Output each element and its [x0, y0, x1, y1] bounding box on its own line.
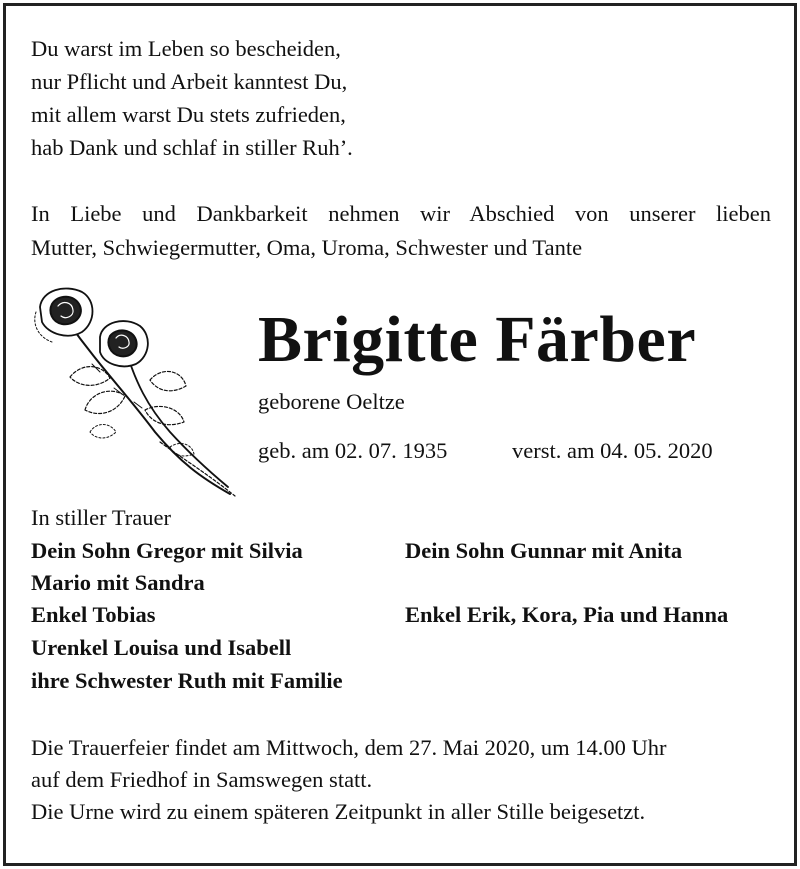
mourner-left-4: Urenkel Louisa und Isabell — [31, 635, 292, 660]
mourner-left-2: Mario mit Sandra — [31, 570, 205, 595]
intro-line-1: In Liebe und Dankbarkeit nehmen wir Abschied von unserer lieben — [31, 201, 771, 226]
mourner-left-1: Dein Sohn Gregor mit Silvia — [31, 538, 303, 563]
mourner-left-5: ihre Schwester Ruth mit Familie — [31, 668, 343, 693]
death-date: verst. am 04. 05. 2020 — [512, 438, 713, 463]
maiden-name: geborene Oeltze — [258, 389, 405, 414]
mourner-right-1: Dein Sohn Gunnar mit Anita — [405, 538, 683, 563]
birth-date: geb. am 02. 07. 1935 — [258, 438, 448, 463]
poem-line-1: Du warst im Leben so bescheiden, — [31, 36, 341, 61]
mourner-right-2: Enkel Erik, Kora, Pia und Hanna — [405, 602, 729, 627]
intro-line-2: Mutter, Schwiegermutter, Oma, Uroma, Schwester und Tante — [31, 235, 583, 260]
mourner-left-3: Enkel Tobias — [31, 602, 156, 627]
poem-line-4: hab Dank und schlaf in stiller Ruh’. — [31, 135, 353, 160]
mourners-heading: In stiller Trauer — [31, 505, 171, 530]
funeral-line-1: Die Trauerfeier findet am Mittwoch, dem 27. Mai 2020, um 14.00 Uhr — [31, 735, 667, 760]
funeral-line-3: Die Urne wird zu einem späteren Zeitpunkt in aller Stille beigesetzt. — [31, 799, 646, 824]
poem-line-2: nur Pflicht und Arbeit kanntest Du, — [31, 69, 348, 94]
poem-line-3: mit allem warst Du stets zufrieden, — [31, 102, 346, 127]
deceased-name: Brigitte Färber — [258, 303, 697, 376]
funeral-line-2: auf dem Friedhof in Samswegen statt. — [31, 767, 373, 792]
rose-icon — [30, 282, 240, 500]
